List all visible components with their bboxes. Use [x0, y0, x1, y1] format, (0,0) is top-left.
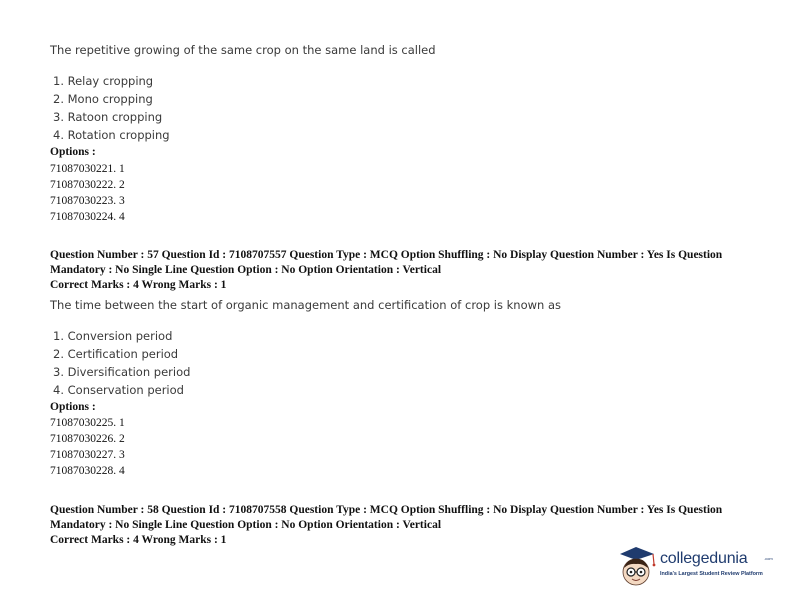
- answer-choice: 2. Mono cropping: [53, 92, 153, 106]
- question-meta: Question Number : 57 Question Id : 7108707557 Question Type : MCQ Option Shuffling : No Display Question Number : Yes Is Question Mandatory : No Single Line Question Option : No Option Orientation : Vertical: [50, 249, 723, 276]
- question-marks: Correct Marks : 4 Wrong Marks : 1: [50, 279, 227, 291]
- option-id: 71087030224. 4: [50, 211, 125, 223]
- answer-choice: 1. Conversion period: [53, 329, 173, 343]
- answer-choice: 4. Rotation cropping: [53, 128, 170, 142]
- answer-choice: 4. Conservation period: [53, 383, 184, 397]
- logo-tagline: India's Largest Student Review Platform: [660, 571, 763, 577]
- collegedunia-logo: [616, 544, 776, 594]
- answer-choice: 2. Certification period: [53, 347, 179, 361]
- question-meta: Question Number : 58 Question Id : 7108707558 Question Type : MCQ Option Shuffling : No Display Question Number : Yes Is Question Mandatory : No Single Line Question Option : No Option Orientation : Vertical: [50, 504, 723, 531]
- option-id: 71087030228. 4: [50, 465, 125, 477]
- answer-choice: 3. Diversification period: [53, 365, 191, 379]
- option-id: 71087030221. 1: [50, 163, 125, 175]
- options-label: Options :: [50, 401, 96, 413]
- question-text: The repetitive growing of the same crop on the same land is called: [50, 43, 436, 57]
- option-id: 71087030226. 2: [50, 433, 125, 445]
- logo-wordmark: collegedunia: [660, 550, 748, 567]
- answer-choice: 1. Relay cropping: [53, 74, 154, 88]
- option-id: 71087030223. 3: [50, 195, 125, 207]
- question-text: The time between the start of organic management and certification of crop is known as: [50, 298, 561, 312]
- question-marks: Correct Marks : 4 Wrong Marks : 1: [50, 534, 227, 546]
- option-id: 71087030222. 2: [50, 179, 125, 191]
- logo-tld: .com: [764, 556, 773, 561]
- option-id: 71087030225. 1: [50, 417, 125, 429]
- mascot-icon: [616, 544, 658, 594]
- option-id: 71087030227. 3: [50, 449, 125, 461]
- answer-choice: 3. Ratoon cropping: [53, 110, 163, 124]
- options-label: Options :: [50, 146, 96, 158]
